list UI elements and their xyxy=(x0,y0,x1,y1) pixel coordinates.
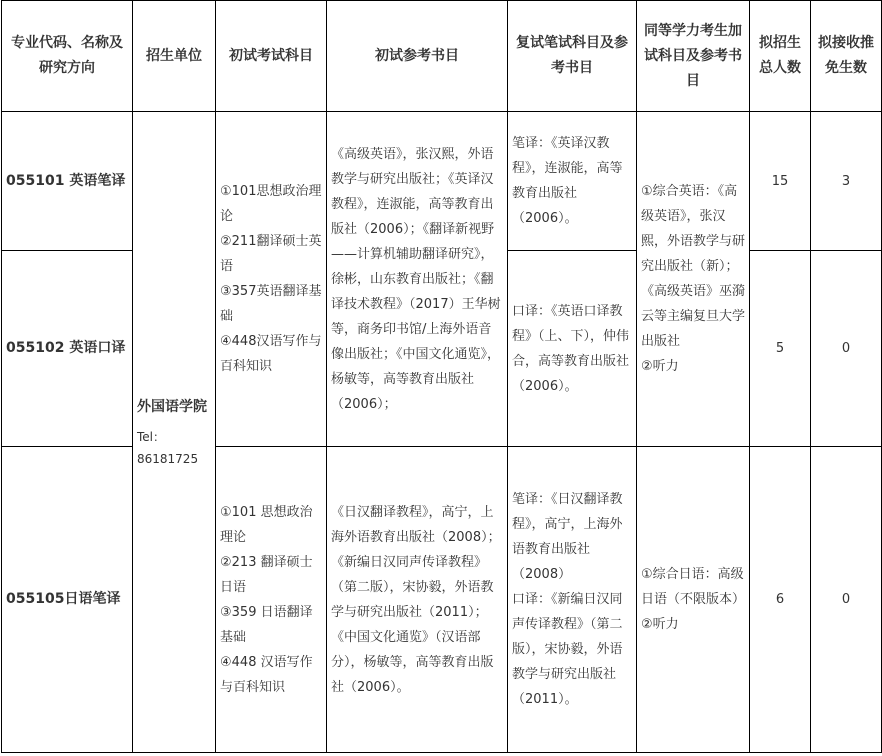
admissions-table xyxy=(1,0,882,753)
retest-text: 笔译：《日汉翻译教程》，高宁，上海外语教育出版社（2008） xyxy=(512,492,623,582)
major-code-cell: 055101 英语笔译 xyxy=(2,112,133,251)
retest-cell xyxy=(508,447,637,753)
unit-tel-label: Tel： xyxy=(137,429,166,444)
reference-books-text: 《高级英语》，张汉熙，外语教学与研究出版社；《英译汉教程》，连淑能，高等教育出版社（2006）；《翻译新视野——计算机辅助翻译研究》，徐彬，山东教育出版社；《翻译技术教程》（2017）王华树等，商务印书馆/上海外语音像出版社；《中国文化通览》，杨敏等，高等教育出版社（2006）； xyxy=(331,146,501,412)
exam-subject-item: ③359 日语翻译基础 xyxy=(220,604,313,645)
unit-tel-number: 86181725 xyxy=(137,451,199,466)
header-books: 初试参考书目 xyxy=(327,1,508,112)
major-code-cell: 055105日语笔译 xyxy=(2,447,133,753)
exempt-cell: 0 xyxy=(811,251,882,447)
retest-text: 口译：《新编日汉同声传译教程》（第二版），宋协毅，外语教学与研究出版社（2011）。 xyxy=(512,592,623,707)
header-extra: 同等学力考生加试科目及参考书目 xyxy=(637,1,750,112)
exam-subject-item: ④448 汉语写作与百科知识 xyxy=(220,654,313,695)
extra-subject-item: ②听力 xyxy=(641,617,679,632)
extra-subject-item: ①综合日语：高级日语（不限版本） xyxy=(641,567,746,607)
exam-subject-item: ④448汉语写作与百科知识 xyxy=(220,334,322,374)
retest-cell xyxy=(508,251,637,447)
exam-subject-item: ②213 翻译硕士日语 xyxy=(220,554,313,595)
extra-subject-item: ②听力 xyxy=(641,359,679,374)
header-major: 专业代码、名称及研究方向 xyxy=(2,1,133,112)
exam-subject-item: ①101思想政治理论 xyxy=(220,184,322,224)
extra-subject-item: ①综合英语：《高级英语》，张汉熙，外语教学与研究出版社（新）；《高级英语》巫漪云等主编复旦大学出版社 xyxy=(641,184,746,349)
header-unit: 招生单位 xyxy=(133,1,216,112)
retest-cell xyxy=(508,112,637,251)
exam-subjects-cell xyxy=(216,112,327,447)
retest-text: 口译：《英语口译教程》（上、下），仲伟合，高等教育出版社（2006）。 xyxy=(512,303,630,394)
reference-books-cell xyxy=(327,447,508,753)
header-exam: 初试考试科目 xyxy=(216,1,327,112)
exam-subject-item: ①101 思想政治理论 xyxy=(220,504,313,545)
unit-cell xyxy=(133,112,216,753)
quota-cell: 15 xyxy=(750,112,811,251)
quota-cell: 6 xyxy=(750,447,811,753)
exempt-cell: 3 xyxy=(811,112,882,251)
extra-subjects-cell xyxy=(637,447,750,753)
major-code-cell: 055102 英语口译 xyxy=(2,251,133,447)
exam-subjects-cell xyxy=(216,447,327,753)
exam-subject-item: ②211翻译硕士英语 xyxy=(220,234,322,274)
exempt-cell: 0 xyxy=(811,447,882,753)
quota-cell: 5 xyxy=(750,251,811,447)
extra-subjects-cell xyxy=(637,112,750,447)
header-exempt: 拟接收推免生数 xyxy=(811,1,882,112)
reference-books-text: 《日汉翻译教程》，高宁，上海外语教育出版社（2008）；《新编日汉同声传译教程》（第二版），宋协毅，外语教学与研究出版社（2011）；《中国文化通览》（汉语部分），杨敏等，高等教育出版社（2006）。 xyxy=(331,504,501,695)
retest-text: 笔译：《英译汉教程》，连淑能，高等教育出版社（2006）。 xyxy=(512,136,623,226)
table-row-055101 xyxy=(2,112,882,251)
exam-subject-item: ③357英语翻译基础 xyxy=(220,284,322,324)
reference-books-cell xyxy=(327,112,508,447)
header-retest: 复试笔试科目及参考书目 xyxy=(508,1,637,112)
header-quota: 拟招生总人数 xyxy=(750,1,811,112)
unit-name: 外国语学院 xyxy=(137,398,207,415)
header-row xyxy=(2,1,882,112)
